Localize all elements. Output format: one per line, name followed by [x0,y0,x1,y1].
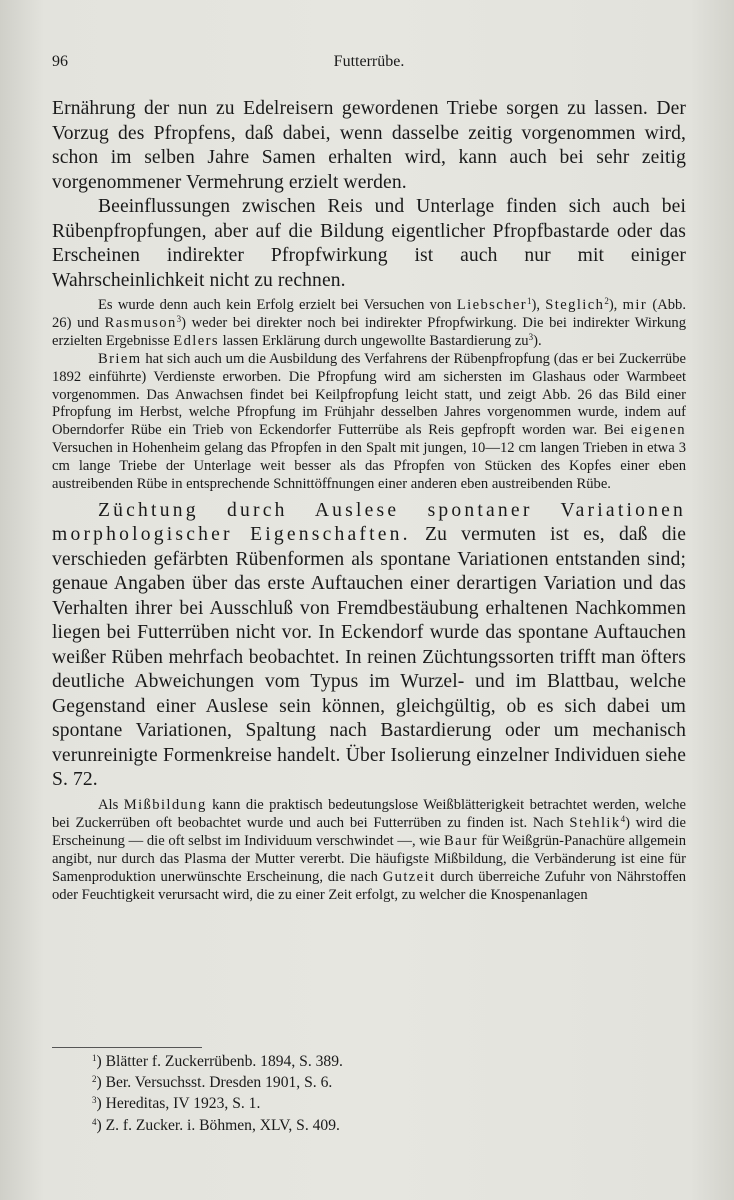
author-name: Rasmuson [104,314,177,331]
author-name: Liebscher [456,297,527,313]
small-paragraph-1: Es wurde denn auch kein Erfolg erzielt bei Versuchen von Liebscher$^1$), Steglich$^2$), mir (Abb. 26) und Rasmuson$^3$) weder bei direkter noch bei indirekter Pfropfwirkung. Die bei indirekter Wirkung erzielten Ergebnisse Edlers lassen Erklärung durch ungewollte Bastardierung $zu^3$). [52,296,686,349]
footnote-ref: 4 [620,813,626,824]
footnote-ref: 3 [528,331,534,342]
body-paragraph-2: Beeinflussungen zwischen Reis und Unterlage finden sich auch bei Rübenpfropfungen, aber auf die Bildung eigentlicher Pfropfbastarde oder das Erscheinen indirekter Pfropfwirkung ist auch nur mit einiger Wahrscheinlichkeit nicht zu rechnen. [52,196,686,291]
page-content [52,97,686,904]
footnote-4: $^4$) Z. f. Zucker. i. Böhmen, XLV, S. 409. [92,1116,340,1134]
small-paragraph-3: Als Mißbildung kann die praktisch bedeutungslose Weißblätterigkeit betrachtet werden, welche bei Zuckerrüben oft beobachtet wurde und auch bei Futterrüben zu finden ist. Nach Stehlik$^4$) wird die Erscheinung — die oft selbst im Individuum verschwindet —, wie Baur für Weißgrün-Panachüre allgemein angibt, nur durch das Plasma der Mutter vererbt. Die häufigste Mißbildung, die Verbänderung ist eine für Samenproduktion unerwünschte Erscheinung, die nach Gutzeit durch überreiche Zufuhr von Nährstoffen oder Feuchtigkeit verursacht wird, die zu einer Zeit erfolgt, zu welcher die Knospenanlagen [52,796,687,903]
author-name: Baur [443,832,478,849]
footnote-ref: 3 [176,313,182,324]
footnote-3: $^3$) Hereditas, IV 1923, S. 1. [92,1095,261,1113]
running-head: Futterrübe. [333,53,405,70]
footnote-ref: 1 [526,296,532,306]
author-name: Briem [98,350,142,367]
emphasis: eigenen [630,422,686,439]
footnote-1: $^1$) Blätter f. Zuckerrübenb. 1894, S. 389. [92,1053,343,1070]
page-number: 96 [52,53,68,70]
section-heading: Züchtung durch Auslese spontaner Variationen morphologischer Eigenschaften. [52,499,686,546]
author-name: Gutzeit [382,868,436,885]
footnotes [92,1051,343,1136]
footnote-ref: 2 [604,296,609,306]
author-name: Steglich [545,297,605,313]
author-name: Edlers [173,332,219,349]
footnote-2: $^2$) Ber. Versuchsst. Dresden 1901, S. 6. [92,1074,333,1092]
author-name: mir [622,297,648,313]
author-name: Stehlik [569,814,621,831]
small-paragraph-2: Briem hat sich auch um die Ausbildung des Verfahrens der Rübenpfropfung (das er bei Zuckerrübe 1892 einführte) Verdienste erworben. Die Pfropfung wird am sichersten im Glashaus oder Warmbeet vorgenommen. Das Anwachsen findet bei Keilpfropfung leicht statt, und zeigt Abb. 26 das Bild einer Pfropfung im Herbst, welche Pfropfung im Frühjahr desselben Jahres vorgenommen wurde, indem auf Oberndorfer Rübe ein Trieb von Eckendorfer Futterrübe als Reis gepfropft worden war. Bei eigenen Versuchen in Hohenheim gelang das Pfropfen in den Spalt mit jungen, 10—12 cm langen Trieben in etwa 3 cm lange Triebe der Unterlage weit besser als das Pfropfen von Stücken des Kopfes einer eben austreibenden Rübe in entsprechende Schnittöffnungen einer anderen eben austreibenden Rübe. [52,350,686,493]
page-header [52,53,686,79]
body-paragraph-1: Ernährung der nun zu Edelreisern gewordenen Triebe sorgen zu lassen. Der Vorzug des Pfropfens, daß dabei, wenn dasselbe zeitig vorgenommen wird, schon im selben Jahre Samen erhalten wird, kann auch bei sehr zeitig vorgenommener Vermehrung erzielt werden. [52,98,686,193]
footnote-divider [52,1047,202,1048]
section-paragraph: Züchtung durch Auslese spontaner Variationen morphologischer Eigenschaften. Zu vermuten ist es, daß die verschieden gefärbten Rübenformen als spontane Variationen entstanden sind; genaue Angaben über das erste Auftauchen einer derartigen Variation und das Verhalten ihrer bei Ausschluß von Fremdbestäubung erhaltenen Nachkommen liegen bei Futterrüben nicht vor. In Eckendorf wurde das spontane Auftauchen weißer Rüben mehrfach beobachtet. In reinen Züchtungssorten trifft man öfters deutliche Abweichungen vom Typus im Wurzel- und im Blattbau, welche Gegenstand einer Auslese sein können, gleichgültig, ob es sich dabei um spontane Variationen, Spaltung nach Bastardierung oder um mechanisch verunreinigte Formenkreise handelt. Über Isolierung einzelner Individuen siehe S. 72. [52,499,686,791]
emphasis: Mißbildung [123,796,207,813]
